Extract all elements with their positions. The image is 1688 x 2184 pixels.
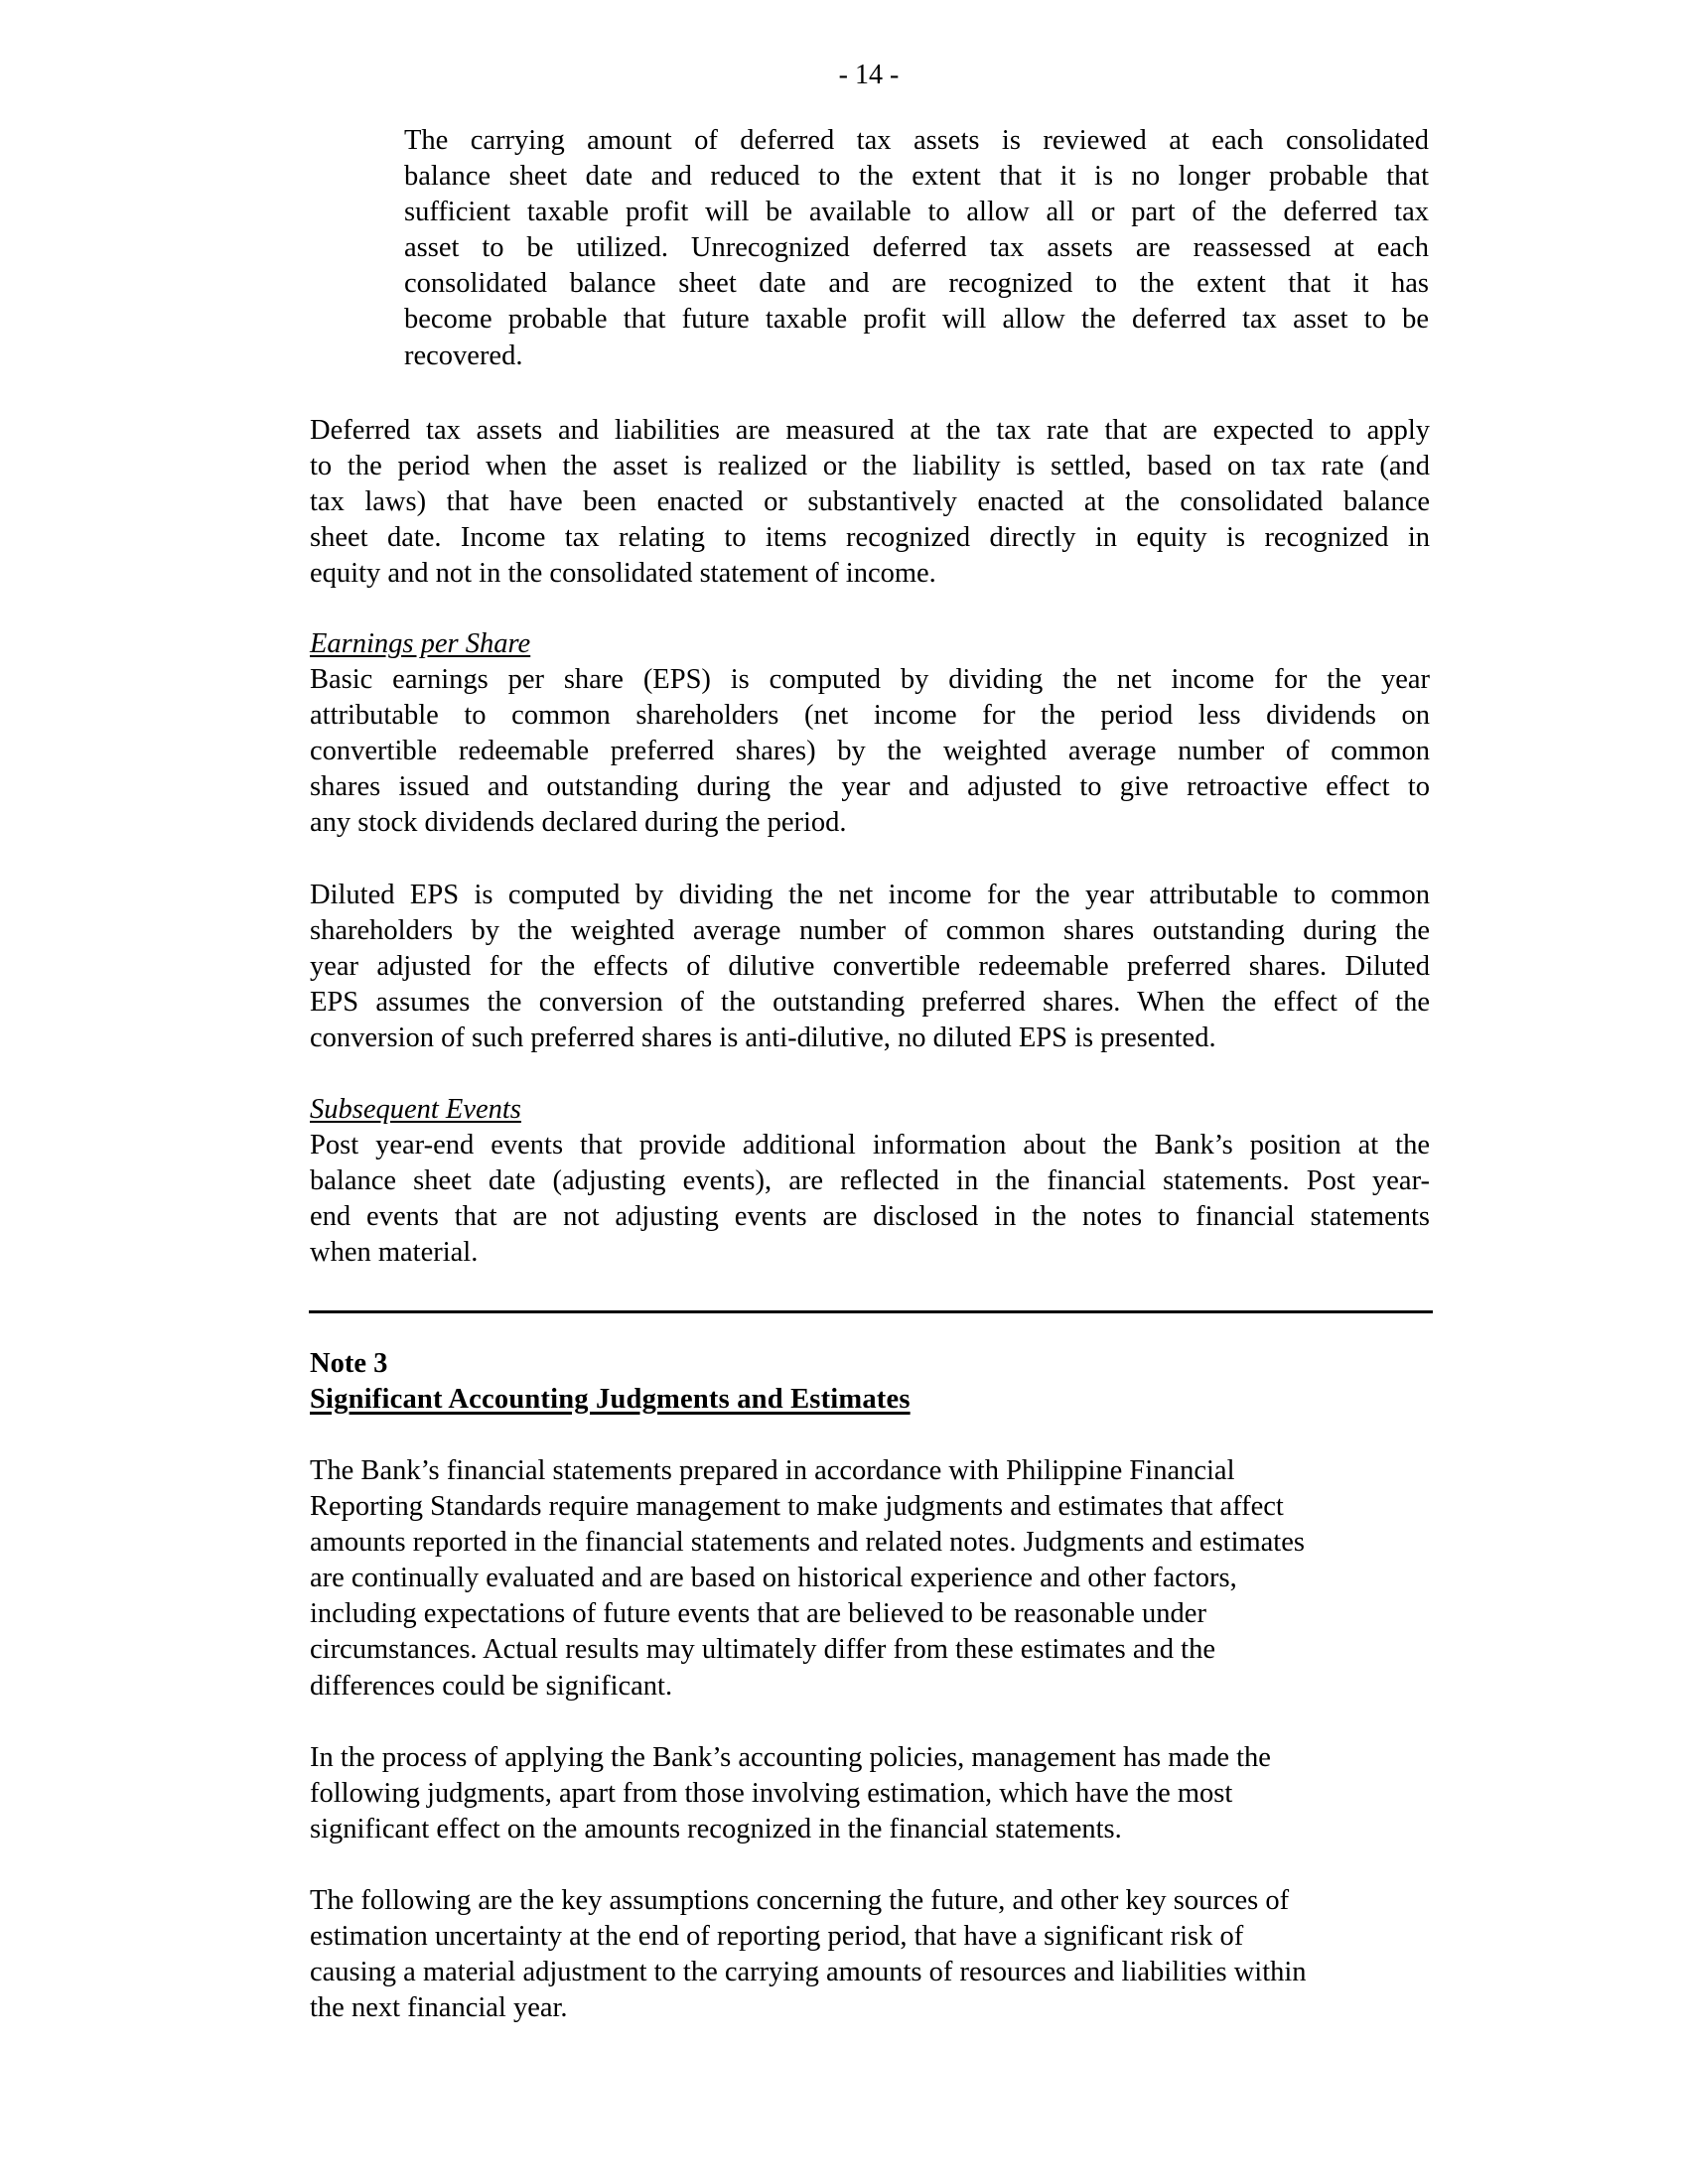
text-line: Basic earnings per share (EPS) is computed by dividing the net income for the year bbox=[310, 664, 1430, 696]
text-line: attributable to common shareholders (net income for the period less dividends on bbox=[310, 700, 1430, 732]
text-line: including expectations of future events that are believed to be reasonable under bbox=[310, 1598, 1206, 1630]
text-line: are continually evaluated and are based on historical experience and other factors, bbox=[310, 1563, 1237, 1594]
text-line: Diluted EPS is computed by dividing the net income for the year attributable to common bbox=[310, 880, 1430, 910]
text-line: year adjusted for the effects of dilutive convertible redeemable preferred shares. Diluted bbox=[310, 951, 1430, 983]
text-line: causing a material adjustment to the carrying amounts of resources and liabilities within bbox=[310, 1957, 1307, 1988]
text-line: Reporting Standards require management to make judgments and estimates that affect bbox=[310, 1491, 1284, 1523]
note-3-header bbox=[310, 1346, 1430, 1418]
text-line: The Bank’s financial statements prepared in accordance with Philippine Financial bbox=[310, 1455, 1235, 1486]
text-line: Deferred tax assets and liabilities are measured at the tax rate that are expected to apply bbox=[310, 415, 1430, 446]
text-line: significant effect on the amounts recognized in the financial statements. bbox=[310, 1814, 1122, 1845]
note-label: Note 3 bbox=[310, 1348, 388, 1379]
text-line: to the period when the asset is realized or the liability is settled, based on tax rate (and bbox=[310, 451, 1430, 482]
text-line: following judgments, apart from those involving estimation, which have the most bbox=[310, 1778, 1233, 1810]
text-line: any stock dividends declared during the period. bbox=[310, 807, 847, 839]
text-line: end events that are not adjusting events are disclosed in the notes to financial statements bbox=[310, 1201, 1430, 1233]
page-number: - 14 - bbox=[838, 60, 900, 90]
text-line: EPS assumes the conversion of the outstanding preferred shares. When the effect of the bbox=[310, 987, 1430, 1019]
text-line: tax laws) that have been enacted or substantively enacted at the consolidated balance bbox=[310, 486, 1430, 518]
text-line: estimation uncertainty at the end of reporting period, that have a significant risk of bbox=[310, 1921, 1244, 1953]
text-line: In the process of applying the Bank’s accounting policies, management has made the bbox=[310, 1742, 1271, 1773]
section-heading-subsequent-events: Subsequent Events bbox=[310, 1094, 521, 1125]
text-line: become probable that future taxable profit will allow the deferred tax asset to be bbox=[404, 304, 1429, 336]
section-heading-earnings-per-share: Earnings per Share bbox=[310, 628, 531, 659]
text-line: shareholders by the weighted average number of common shares outstanding during the bbox=[310, 915, 1430, 947]
text-line: convertible redeemable preferred shares) by the weighted average number of common bbox=[310, 736, 1430, 767]
text-line: balance sheet date and reduced to the extent that it is no longer probable that bbox=[404, 161, 1429, 193]
paragraph-deferred-tax-measurement bbox=[310, 413, 1430, 592]
paragraph-note3-judgments bbox=[310, 1740, 1430, 1847]
section-subsequent-events bbox=[310, 1092, 1430, 1271]
paragraph-diluted-eps bbox=[310, 878, 1430, 1056]
text-line: the next financial year. bbox=[310, 1992, 568, 2024]
text-line: conversion of such preferred shares is anti-dilutive, no diluted EPS is presented. bbox=[310, 1023, 1216, 1054]
section-divider bbox=[309, 1310, 1433, 1313]
text-line: circumstances. Actual results may ultimately differ from these estimates and the bbox=[310, 1634, 1215, 1666]
text-line: asset to be utilized. Unrecognized deferred tax assets are reassessed at each bbox=[404, 232, 1429, 264]
paragraph-note3-intro bbox=[310, 1453, 1430, 1705]
paragraph-note3-assumptions bbox=[310, 1883, 1430, 2026]
text-line: Post year-end events that provide additional information about the Bank’s position at the bbox=[310, 1130, 1430, 1161]
section-earnings-per-share bbox=[310, 626, 1430, 842]
text-line: balance sheet date (adjusting events), are reflected in the financial statements. Post year- bbox=[310, 1165, 1430, 1197]
text-line: consolidated balance sheet date and are recognized to the extent that it has bbox=[404, 268, 1429, 300]
text-line: sheet date. Income tax relating to items recognized directly in equity is recognized in bbox=[310, 522, 1430, 554]
text-line: The following are the key assumptions concerning the future, and other key sources of bbox=[310, 1885, 1290, 1916]
text-line: when material. bbox=[310, 1237, 479, 1269]
text-line: differences could be significant. bbox=[310, 1670, 673, 1702]
text-line: The carrying amount of deferred tax assets is reviewed at each consolidated bbox=[404, 125, 1429, 156]
text-line: recovered. bbox=[404, 340, 523, 371]
text-line: equity and not in the consolidated statement of income. bbox=[310, 558, 936, 590]
note-title: Significant Accounting Judgments and Estimates bbox=[310, 1384, 911, 1416]
text-line: shares issued and outstanding during the year and adjusted to give retroactive effect to bbox=[310, 771, 1430, 803]
text-line: sufficient taxable profit will be available to allow all or part of the deferred tax bbox=[404, 197, 1429, 228]
paragraph-deferred-tax-carrying-amount bbox=[404, 123, 1429, 374]
text-line: amounts reported in the financial statements and related notes. Judgments and estimates bbox=[310, 1527, 1305, 1559]
